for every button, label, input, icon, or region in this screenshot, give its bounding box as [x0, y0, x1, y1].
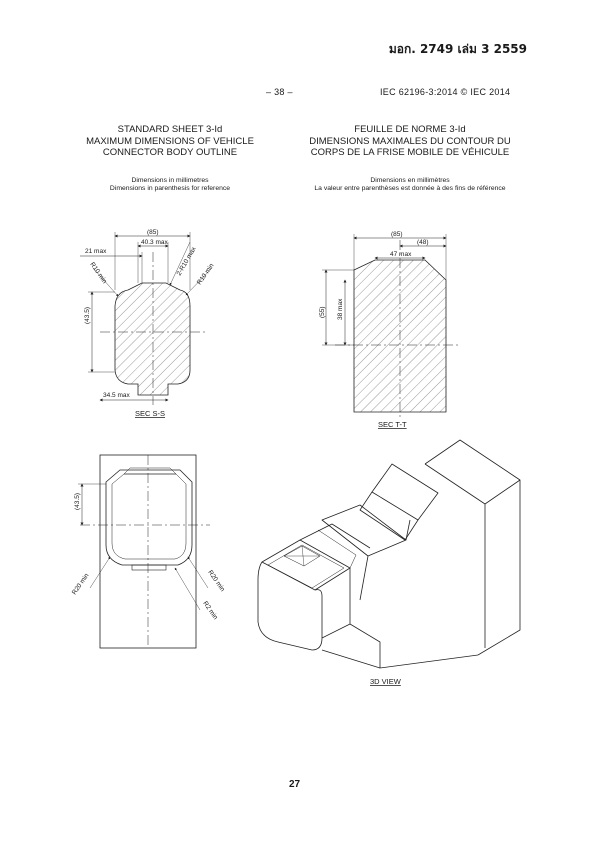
- note-en-line-1: Dimensions in millimetres: [131, 177, 209, 184]
- title-en-line-3: CONNECTOR BODY OUTLINE: [102, 147, 238, 158]
- label-f-dim-435: (43.5): [74, 493, 81, 510]
- label-f-r2: R2 min: [201, 600, 219, 622]
- title-fr-line-2: DIMENSIONS MAXIMALES DU CONTOUR DU: [309, 135, 511, 147]
- label-s-dim-top: (85): [147, 229, 159, 236]
- note-fr-line-2: La valeur entre parenthèses est donnée à des fins de référence: [314, 185, 506, 192]
- label-sec-t: SEC T-T: [378, 420, 407, 429]
- label-s-dim-40: 40.3 max: [141, 239, 168, 246]
- label-s-r10-max: 2-R10 max: [175, 245, 198, 277]
- title-en-line-2: MAXIMUM DIMENSIONS OF VEHICLE: [86, 135, 254, 147]
- label-s-dim-21: 21 max: [85, 248, 107, 255]
- note-en-line-2: Dimensions in parenthesis for reference: [109, 185, 231, 192]
- label-s-r10-right: R10 min: [195, 262, 216, 287]
- section-s-outline: [115, 283, 190, 395]
- label-s-dim-345: 34.5 max: [103, 392, 130, 399]
- label-f-r20-right: R20 min: [206, 569, 226, 593]
- label-t-dim-85: (85): [391, 231, 403, 238]
- title-fr-line-1: FEUILLE DE NORME 3-Id: [354, 124, 466, 135]
- page-label: – 38 –: [266, 87, 293, 97]
- note-fr-line-1: Dimensions en millimètres: [370, 177, 450, 184]
- standard-reference: มอก. 2749 เล่ม 3 2559: [388, 42, 527, 56]
- front-view-body: [106, 470, 192, 565]
- label-s-dim-435: (43.5): [84, 307, 91, 324]
- front-view: [78, 455, 210, 648]
- page-number: 27: [289, 779, 301, 790]
- label-3d-view: 3D VIEW: [370, 677, 401, 686]
- label-t-dim-55: (55): [319, 306, 326, 318]
- label-f-r20-left: R20 min: [70, 572, 91, 597]
- label-t-dim-48: (48): [417, 239, 429, 246]
- title-fr-line-3: CORPS DE LA FRISE MOBILE DE VÉHICULE: [310, 147, 510, 158]
- label-s-r10-left: R10 min: [88, 261, 108, 285]
- section-t-t: [322, 234, 460, 420]
- view-3d-drawing: [258, 440, 520, 668]
- copyright-line: IEC 62196-3:2014 © IEC 2014: [380, 87, 511, 97]
- label-sec-s: SEC S-S: [135, 409, 166, 418]
- title-en-line-1: STANDARD SHEET 3-Id: [117, 124, 223, 135]
- label-t-dim-38: 38 max: [337, 298, 344, 320]
- label-t-dim-47: 47 max: [390, 251, 412, 258]
